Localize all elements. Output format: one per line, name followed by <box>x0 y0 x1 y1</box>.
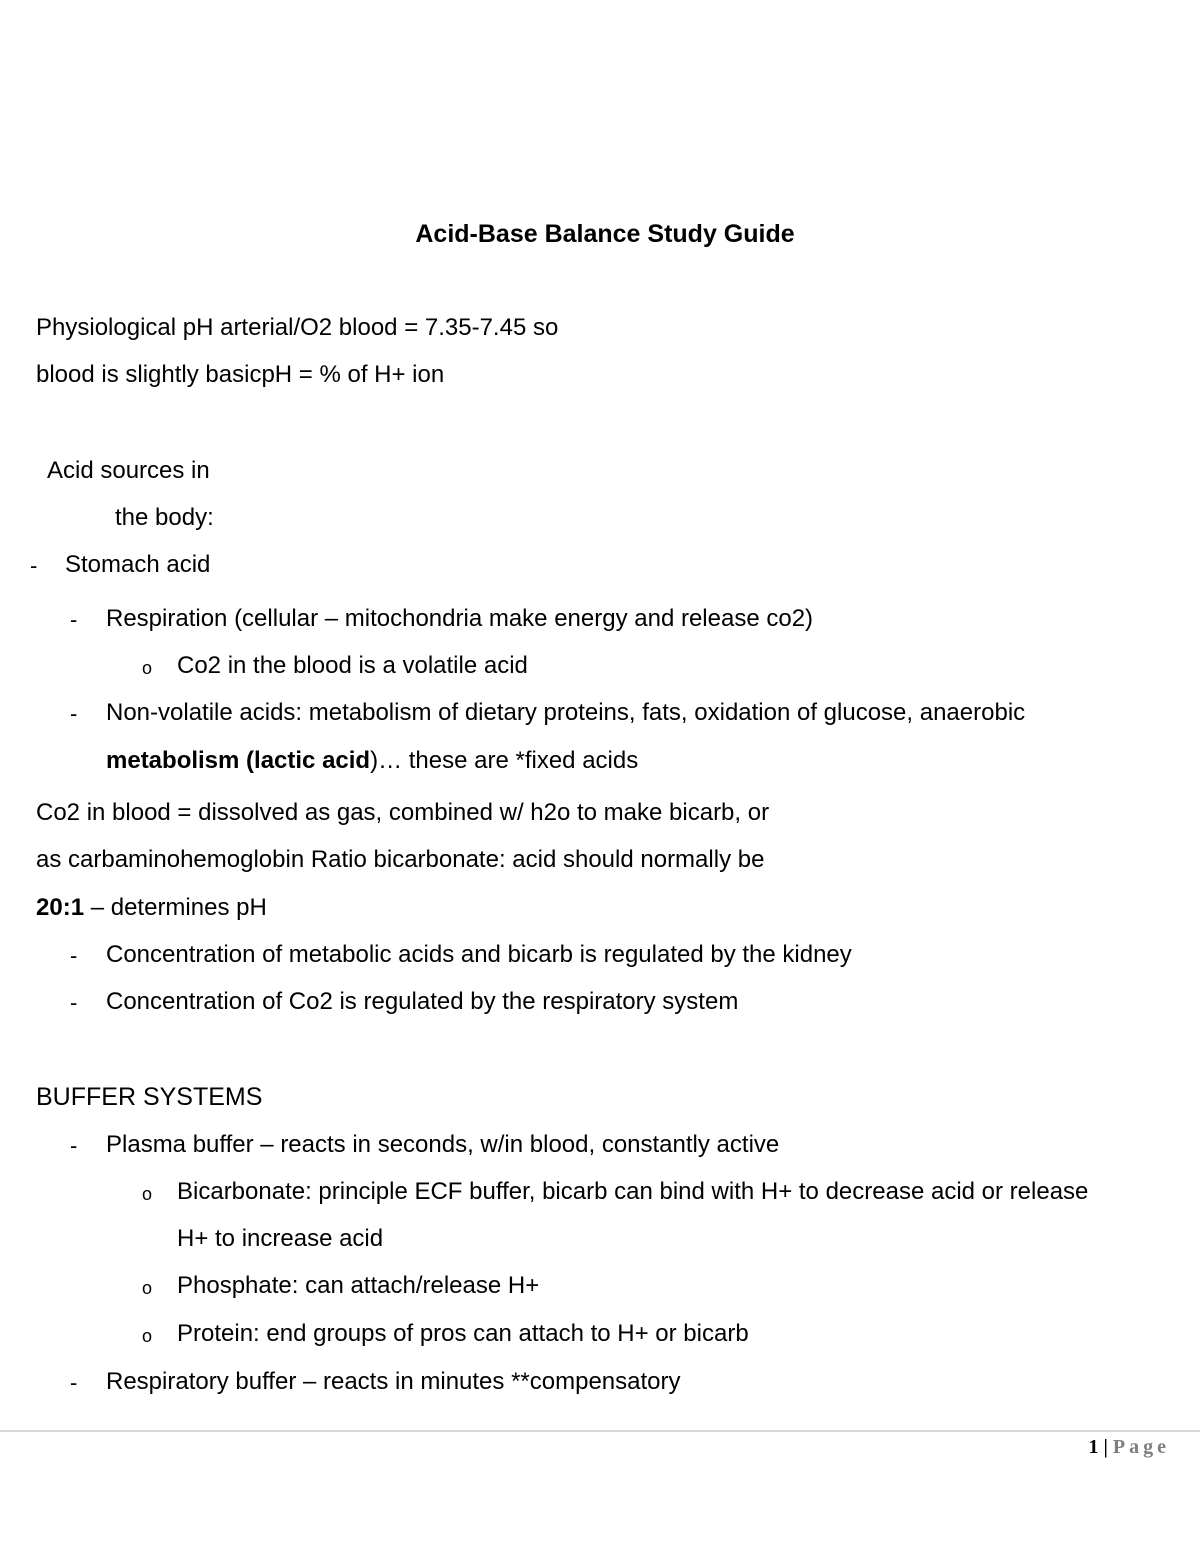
co2-blood-line-2: as carbaminohemoglobin Ratio bicarbonate: acid should normally be <box>36 846 765 873</box>
list-item-phosphate: Phosphate: can attach/release H+ <box>177 1272 540 1299</box>
list-item-plasma-buffer: Plasma buffer – reacts in seconds, w/in blood, constantly active <box>106 1131 780 1158</box>
dash-bullet: - <box>30 553 38 578</box>
list-item-respiration: Respiration (cellular – mitochondria make energy and release co2) <box>106 605 814 632</box>
ph-line-1: Physiological pH arterial/O2 blood = 7.35-7.45 so <box>36 314 559 341</box>
list-item-respiratory-system: Concentration of Co2 is regulated by the respiratory system <box>106 988 739 1015</box>
list-item-nonvolatile: Non-volatile acids: metabolism of dietary proteins, fats, oxidation of glucose, anaerobic <box>106 699 1026 726</box>
page-number: 1 <box>1088 1436 1099 1458</box>
dash-bullet: - <box>70 1133 78 1158</box>
list-item-kidney: Concentration of metabolic acids and bicarb is regulated by the kidney <box>106 941 852 968</box>
nonvolatile-continuation <box>106 746 638 776</box>
list-item-protein: Protein: end groups of pros can attach to H+ or bicarb <box>177 1320 749 1347</box>
ph-line-2: blood is slightly basicpH = % of H+ ion <box>36 361 445 388</box>
footer-divider <box>0 1430 1200 1432</box>
list-item-bicarbonate: Bicarbonate: principle ECF buffer, bicarb can bind with H+ to decrease acid or release <box>177 1178 1089 1205</box>
page-label: Page <box>1112 1436 1170 1458</box>
ratio-bold-text: 20:1 <box>36 894 85 921</box>
ratio-line <box>36 893 267 923</box>
nonvolatile-bold-text: metabolism (lactic acid <box>106 747 371 774</box>
dash-bullet: - <box>70 943 78 968</box>
circle-bullet: o <box>142 1326 153 1346</box>
footer-separator: | <box>1098 1436 1113 1458</box>
dash-bullet: - <box>70 701 78 726</box>
list-item-co2-volatile: Co2 in the blood is a volatile acid <box>177 652 528 679</box>
dash-bullet: - <box>70 607 78 632</box>
bicarbonate-continuation: H+ to increase acid <box>177 1225 384 1252</box>
nonvolatile-rest-text: )… these are *fixed acids <box>370 747 639 774</box>
dash-bullet: - <box>70 990 78 1015</box>
circle-bullet: o <box>142 1184 153 1204</box>
acid-sources-line-2: the body: <box>115 504 214 531</box>
ratio-rest-text: – determines pH <box>84 894 267 921</box>
circle-bullet: o <box>142 658 153 678</box>
document-title: Acid-Base Balance Study Guide <box>415 220 795 248</box>
list-item-stomach-acid: Stomach acid <box>65 551 211 578</box>
acid-sources-line-1: Acid sources in <box>47 457 210 484</box>
list-item-respiratory-buffer: Respiratory buffer – reacts in minutes **compensatory <box>106 1368 681 1395</box>
circle-bullet: o <box>142 1278 153 1298</box>
co2-blood-line-1: Co2 in blood = dissolved as gas, combined w/ h2o to make bicarb, or <box>36 799 770 826</box>
page-footer <box>1089 1434 1171 1460</box>
dash-bullet: - <box>70 1370 78 1395</box>
buffer-systems-heading: BUFFER SYSTEMS <box>36 1083 263 1111</box>
